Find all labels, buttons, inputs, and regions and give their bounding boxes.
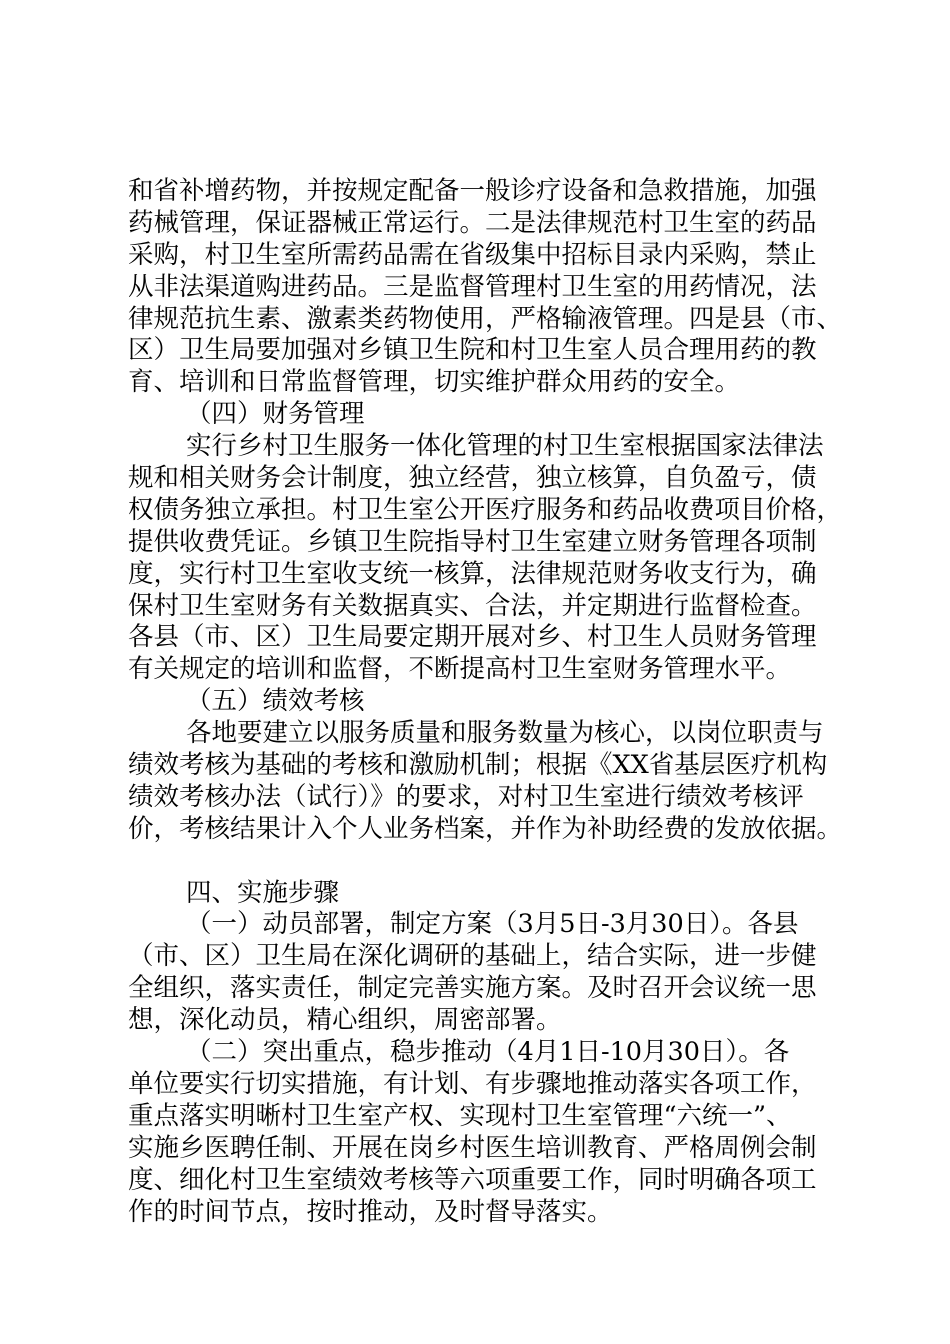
text-line: 度，实行村卫生室收支统一核算，法律规范财务收支行为，确 xyxy=(128,558,817,589)
text-line: 采购，村卫生室所需药品需在省级集中招标目录内采购，禁止 xyxy=(128,239,817,270)
text-line: 规和相关财务会计制度，独立经营，独立核算，自负盈亏，债 xyxy=(128,463,817,494)
text-line: 重点落实明晰村卫生室产权、实现村卫生室管理“六统一”、 xyxy=(128,1100,792,1131)
text-line: （市、区）卫生局在深化调研的基础上，结合实际，进一步健 xyxy=(128,941,817,972)
text-line: 单位要实行切实措施，有计划、有步骤地推动落实各项工作， xyxy=(128,1068,817,1099)
text-line: 实施乡医聘任制、开展在岗乡村医生培训教育、严格周例会制 xyxy=(128,1132,817,1163)
text-line: 度、细化村卫生室绩效考核等六项重要工作，同时明确各项工 xyxy=(128,1164,817,1195)
paragraph-first-line: 实行乡村卫生服务一体化管理的村卫生室根据国家法律法 xyxy=(186,431,824,462)
text-line: 育、培训和日常监督管理，切实维护群众用药的安全。 xyxy=(128,367,741,398)
text-line: 作的时间节点，按时推动，及时督导落实。 xyxy=(128,1196,613,1227)
paragraph-first-line: 各地要建立以服务质量和服务数量为核心，以岗位职责与 xyxy=(186,718,824,749)
text-line: 各县（市、区）卫生局要定期开展对乡、村卫生人员财务管理 xyxy=(128,622,817,653)
text-line: 药械管理，保证器械正常运行。二是法律规范村卫生室的药品 xyxy=(128,207,817,238)
section-heading-finance: （四）财务管理 xyxy=(186,399,365,430)
text-line: 区）卫生局要加强对乡镇卫生院和村卫生室人员合理用药的教 xyxy=(128,335,817,366)
text-line: 保村卫生室财务有关数据真实、合法，并定期进行监督检查。 xyxy=(128,590,817,621)
paragraph-first-line: （一）动员部署，制定方案（3月5日-3月30日）。各县 xyxy=(186,909,799,940)
section-heading-steps: 四、实施步骤 xyxy=(186,877,340,908)
text-line: 全组织，落实责任，制定完善实施方案。及时召开会议统一思 xyxy=(128,973,817,1004)
section-heading-performance: （五）绩效考核 xyxy=(186,686,365,717)
text-line: 律规范抗生素、激素类药物使用，严格输液管理。四是县（市、 xyxy=(128,303,843,334)
text-line: 绩效考核为基础的考核和激励机制；根据《XX省基层医疗机构 xyxy=(128,750,828,781)
blank-line xyxy=(128,846,833,878)
document-body xyxy=(128,176,843,1228)
text-line: 绩效考核办法（试行）》的要求，对村卫生室进行绩效考核评 xyxy=(128,781,804,812)
text-line: 想，深化动员，精心组织，周密部署。 xyxy=(128,1005,562,1036)
text-line: 有关规定的培训和监督，不断提高村卫生室财务管理水平。 xyxy=(128,654,792,685)
text-line: 从非法渠道购进药品。三是监督管理村卫生室的用药情况，法 xyxy=(128,271,817,302)
text-line: 价，考核结果计入个人业务档案，并作为补助经费的发放依据。 xyxy=(128,813,843,844)
paragraph-first-line: （二）突出重点，稳步推动（4月1日-10月30日）。各 xyxy=(186,1037,790,1068)
text-line: 提供收费凭证。乡镇卫生院指导村卫生室建立财务管理各项制 xyxy=(128,526,817,557)
text-line: 权债务独立承担。村卫生室公开医疗服务和药品收费项目价格， xyxy=(128,494,843,525)
text-line: 和省补增药物，并按规定配备一般诊疗设备和急救措施，加强 xyxy=(128,176,817,206)
